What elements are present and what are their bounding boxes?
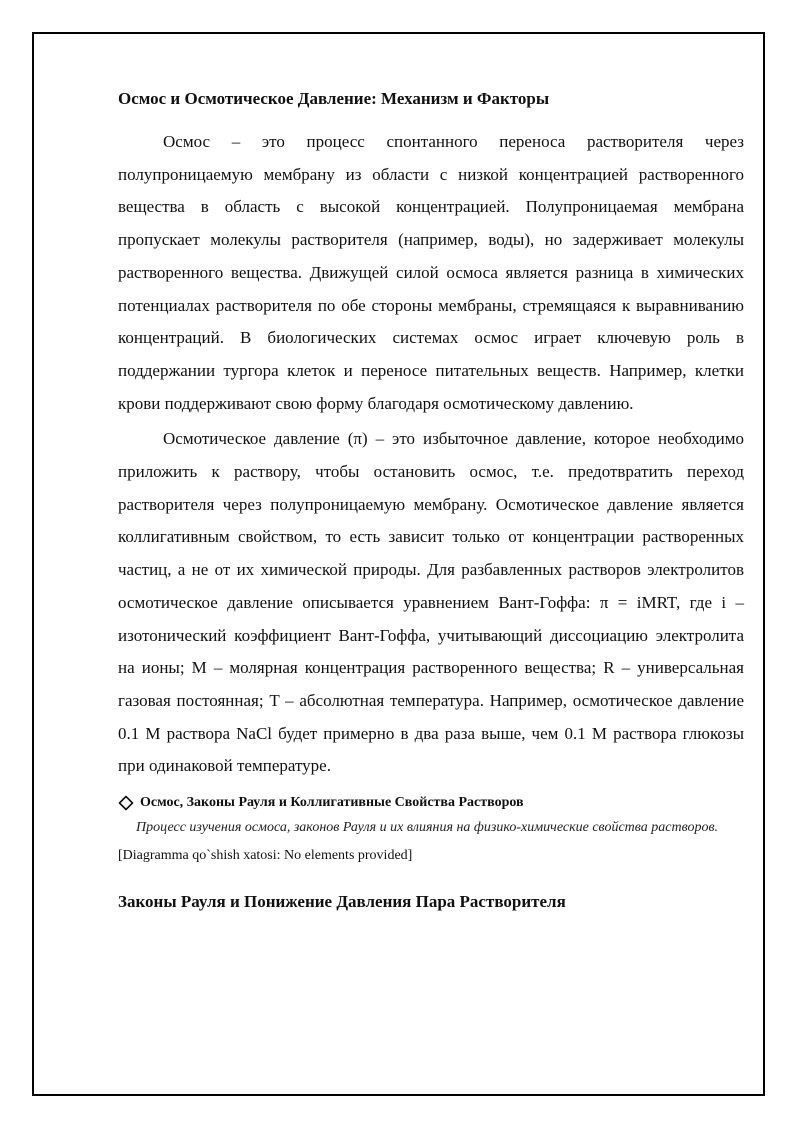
diagram-title-row: [118, 793, 744, 813]
section-heading-raoult: Законы Рауля и Понижение Давления Пара Растворителя: [118, 892, 566, 912]
document-page: [32, 32, 765, 1096]
paragraph-osmotic-pressure: Осмотическое давление (π) – это избыточное давление, которое необходимо приложить к раствору, чтобы остановить осмос, т.е. предотвратить переход растворителя через полупроницаемую мембрану. Осмотическое давление является коллигативным свойством, то есть зависит только от концентрации растворенных частиц, а не от их химической природы. Для разбавленных растворов электролитов осмотическое давление описывается уравнением Вант-Гоффа: π = iMRT, где i – изотонический коэффициент Вант-Гоффа, учитывающий диссоциацию электролита на ионы; M – молярная концентрация растворенного вещества; R – универсальная газовая постоянная; T – абсолютная температура. Например, осмотическое давление 0.1 M раствора NaCl будет примерно в два раза выше, чем 0.1 M раствора глюкозы при одинаковой температуре.: [118, 429, 744, 776]
diamond-icon: [118, 795, 134, 811]
page-content: [118, 88, 744, 913]
diagram-error-message: [Diagramma qo`shish xatosi: No elements provided]: [118, 848, 413, 864]
diagram-description: Процесс изучения осмоса, законов Рауля и их влияния на физико-химические свойства растворов.: [136, 820, 719, 836]
diagram-title: Осмос, Законы Рауля и Коллигативные Свойства Растворов: [140, 795, 524, 811]
diagram-block: [118, 793, 744, 866]
section-heading-osmosis: Осмос и Осмотическое Давление: Механизм и Факторы: [118, 89, 550, 108]
paragraph-osmosis-definition: Осмос – это процесс спонтанного переноса растворителя через полупроницаемую мембрану из области с низкой концентрацией растворенного вещества в область с высокой концентрацией. Полупроницаемая мембрана пропускает молекулы растворителя (например, воды), но задерживает молекулы растворенного вещества. Движущей силой осмоса является разница в химических потенциалах растворителя по обе стороны мембраны, стремящаяся к выравниванию концентраций. В биологических системах осмос играет ключевую роль в поддержании тургора клеток и переносе питательных веществ. Например, клетки крови поддерживают свою форму благодаря осмотическому давлению.: [118, 132, 744, 413]
